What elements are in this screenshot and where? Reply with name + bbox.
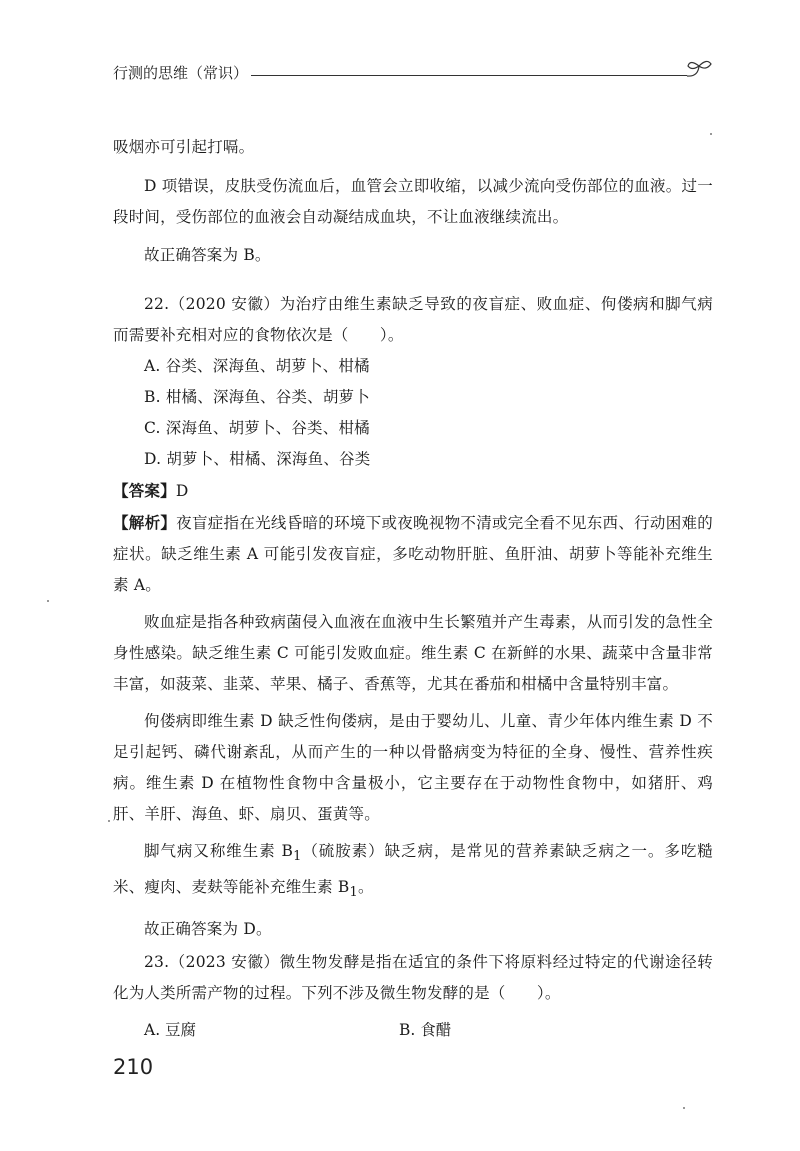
analysis-paragraph [113, 507, 713, 601]
conclusion-text: 故正确答案为 B。 [144, 246, 271, 264]
scan-speck [47, 600, 49, 602]
analysis-text: 夜盲症指在光线昏暗的环境下或夜晚视物不清或完全看不见东西、行动困难的症状。缺乏维生素 A 可能引发夜盲症，多吃动物肝脏、鱼肝油、胡萝卜等能补充维生素 A。 [113, 514, 713, 594]
header-rule [251, 75, 687, 76]
question-text: 22.（2020 安徽）为治疗由维生素缺乏导致的夜盲症、败血症、佝偻病和脚气病而需要补充相对应的食物依次是（ ）。 [113, 295, 713, 344]
options-row [113, 1015, 713, 1046]
sprout-icon [683, 56, 713, 84]
question-text: 23.（2023 安徽）微生物发酵是指在适宜的条件下将原料经过特定的代谢途径转化为人类所需产物的过程。下列不涉及微生物发酵的是（ ）。 [113, 953, 713, 1002]
analysis-text: 脚气病又称维生素 B [144, 842, 294, 860]
header-title: 行测的思维（常识） [113, 64, 249, 82]
text-paragraph: 吸烟亦可引起打嗝。 [113, 138, 255, 156]
page-number: 210 [113, 1055, 154, 1079]
analysis-paragraph: 佝偻病即维生素 D 缺乏性佝偻病，是由于婴幼儿、儿童、青少年体内维生素 D 不足引起钙、磷代谢紊乱，从而产生的一种以骨骼病变为特征的全身、慢性、营养性疾病。维生素 D 在植物性食物中含量极小，它主要存在于动物性食物中，如猪肝、鸡肝、羊肝、海鱼、虾、扇贝、蛋黄等。 [113, 712, 713, 823]
scan-speck [683, 1107, 685, 1109]
analysis-paragraph [113, 836, 713, 908]
scan-speck [710, 133, 712, 135]
option-a: A. 豆腐 [144, 1021, 197, 1039]
scan-speck [108, 820, 110, 822]
answer-line [113, 475, 713, 507]
conclusion-text: 故正确答案为 D。 [144, 920, 272, 939]
text-paragraph: D 项错误，皮肤受伤流血后，血管会立即收缩，以减少流向受伤部位的血液。过一段时间，受伤部位的血液会自动凝结成血块，不让血液继续流出。 [113, 177, 713, 226]
option-b: B. 柑橘、深海鱼、谷类、胡萝卜 [144, 388, 370, 406]
answer-label: 【答案】 [113, 481, 176, 500]
answer-value: D [175, 482, 189, 500]
option-a: A. 谷类、深海鱼、胡萝卜、柑橘 [144, 357, 370, 375]
analysis-text: 。 [357, 878, 374, 897]
analysis-paragraph: 败血症是指各种致病菌侵入血液在血液中生长繁殖并产生毒素，从而引发的急性全身性感染。缺乏维生素 C 可能引发败血症。维生素 C 在新鲜的水果、蔬菜中含量非常丰富，如菠菜、韭菜、苹果、橘子、香蕉等，尤其在番茄和柑橘中含量特别丰富。 [113, 613, 713, 693]
analysis-text: （硫胺素）缺乏病，是常见的营养素缺乏病之一。多吃糙米、瘦肉、麦麸等能补充维生素 B [113, 842, 713, 897]
subscript: 1 [293, 849, 302, 865]
analysis-label: 【解析】 [113, 513, 177, 532]
question-22 [113, 289, 713, 945]
option-c: C. 深海鱼、胡萝卜、谷类、柑橘 [144, 419, 370, 437]
running-header [113, 56, 713, 86]
question-23 [113, 947, 713, 1046]
subscript: 1 [349, 885, 358, 901]
previous-question-tail [113, 132, 713, 271]
option-d: D. 胡萝卜、柑橘、深海鱼、谷类 [144, 450, 371, 468]
option-b: B. 食醋 [399, 1021, 452, 1039]
